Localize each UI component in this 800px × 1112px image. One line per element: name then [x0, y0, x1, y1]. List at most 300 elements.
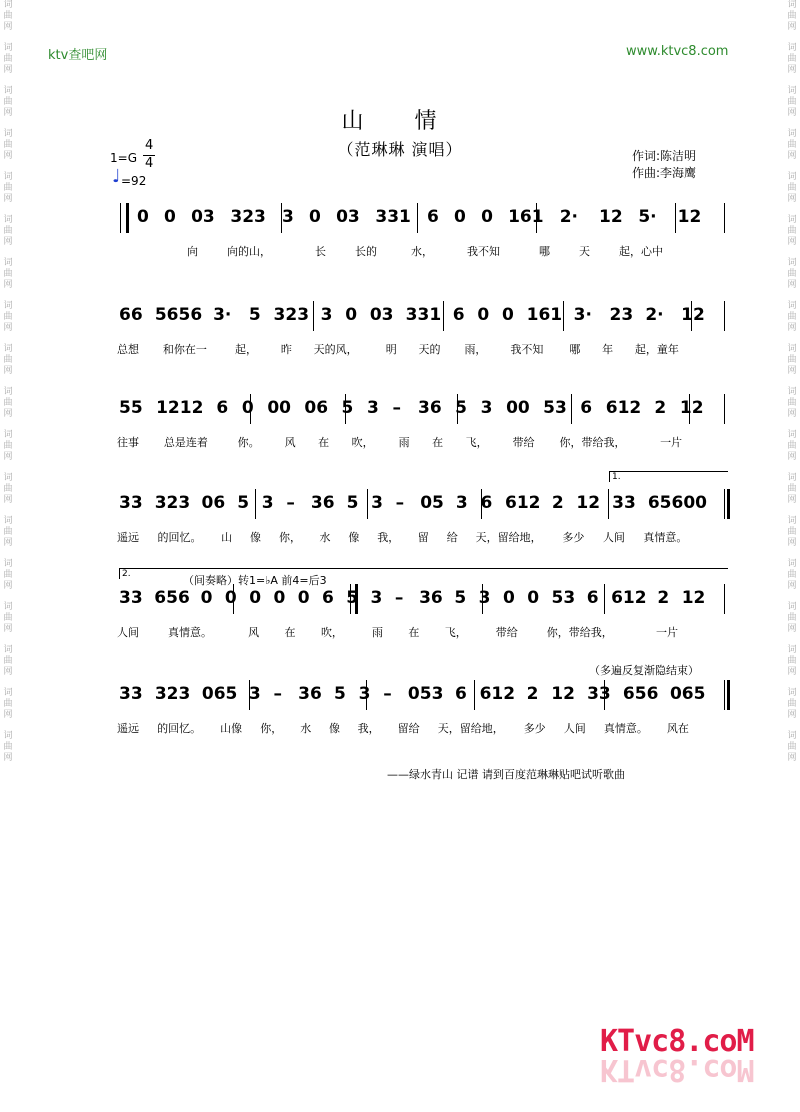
- watermark-char: 曲: [787, 398, 797, 408]
- watermark-char: 词: [3, 172, 13, 182]
- note: 06: [201, 493, 226, 513]
- volta-bracket-1: 1.: [609, 471, 728, 482]
- note: 3: [261, 493, 274, 513]
- note: 03: [336, 207, 360, 227]
- lyric: 的回忆。: [157, 531, 202, 544]
- watermark-char: 网: [787, 538, 797, 548]
- watermark-char: 网: [3, 753, 13, 763]
- watermark-char: 曲: [787, 140, 797, 150]
- note: 00: [267, 398, 291, 418]
- note: –: [392, 398, 401, 418]
- lyrics-line: [117, 341, 727, 355]
- song-singer: （范琳琳 演唱）: [337, 140, 463, 159]
- watermark-char: 曲: [3, 226, 13, 236]
- lyric: 风: [284, 436, 296, 449]
- watermark-char: 曲: [3, 656, 13, 666]
- note: 0: [137, 207, 149, 227]
- note: 12: [576, 493, 601, 513]
- note: 33: [119, 588, 143, 608]
- lyrics-line: [117, 624, 727, 638]
- watermark-char: 词: [3, 0, 13, 10]
- watermark-char: 网: [787, 409, 797, 419]
- watermark-char: 词: [3, 731, 13, 741]
- watermark-char: 网: [3, 495, 13, 505]
- note: 36: [419, 588, 443, 608]
- watermark-char: 曲: [3, 613, 13, 623]
- lyric: 你，: [260, 722, 283, 735]
- lyric: 起，: [235, 343, 257, 356]
- watermark-char: 曲: [787, 527, 797, 537]
- watermark-char: 词: [3, 43, 13, 53]
- watermark-char: 网: [3, 538, 13, 548]
- watermark-char: 曲: [3, 527, 13, 537]
- watermark-char: 网: [3, 581, 13, 591]
- lyric: 一片: [656, 626, 678, 639]
- lyric: 飞，: [465, 436, 488, 449]
- lyric: 多少: [562, 531, 585, 544]
- watermark-char: 曲: [3, 484, 13, 494]
- note: 3·: [573, 305, 592, 325]
- note: 05: [420, 493, 444, 513]
- note: 2: [551, 493, 564, 513]
- lyric: 在: [432, 436, 444, 449]
- note: 065: [669, 684, 706, 704]
- watermark-char: 曲: [787, 656, 797, 666]
- lyric: 真情意。: [603, 722, 648, 735]
- watermark-char: 网: [3, 194, 13, 204]
- watermark-char: 词: [3, 645, 13, 655]
- lyric: 我，: [377, 531, 400, 544]
- watermark-char: 词: [3, 129, 13, 139]
- note: 323: [154, 493, 191, 513]
- time-signature-top: 4: [145, 138, 154, 153]
- lyric: 长的: [355, 245, 377, 258]
- lyric: 哪: [539, 245, 550, 258]
- watermark-char: 网: [3, 710, 13, 720]
- watermark-char: 网: [787, 151, 797, 161]
- lyric: 你，: [278, 531, 301, 544]
- note: 0: [477, 305, 490, 325]
- lyric: 吹，: [320, 626, 343, 639]
- note: 5: [248, 305, 261, 325]
- notes-line: [117, 305, 727, 331]
- watermark-char: 曲: [787, 441, 797, 451]
- lyric: 多少: [523, 722, 546, 735]
- lyrics-line: [117, 243, 727, 257]
- note: 33: [119, 684, 143, 704]
- note: 5656: [154, 305, 203, 325]
- tempo: =92: [121, 174, 147, 188]
- watermark-char: 词: [787, 43, 797, 53]
- note: 12: [677, 207, 702, 227]
- lyric: 天: [579, 245, 590, 258]
- note: –: [395, 493, 405, 513]
- note: 3: [358, 684, 371, 704]
- lyric: 留: [417, 531, 429, 544]
- watermark-char: 词: [787, 430, 797, 440]
- note: 3: [371, 493, 383, 513]
- note: 33: [119, 493, 143, 513]
- lyric: 和你在一: [162, 343, 207, 356]
- right-watermark-column: [784, 0, 800, 1112]
- note: 0: [481, 207, 493, 227]
- lyric: 总是连着: [163, 436, 208, 449]
- watermark-char: 词: [3, 430, 13, 440]
- note: 12: [681, 305, 705, 325]
- watermark-char: 曲: [3, 312, 13, 322]
- watermark-char: 词: [787, 86, 797, 96]
- lyric: 雨: [371, 626, 383, 639]
- watermark-char: 曲: [3, 11, 13, 21]
- ktvc8-logo: KTvc8.coM: [600, 1024, 754, 1059]
- lyric: 留给: [397, 722, 420, 735]
- note: 6: [216, 398, 229, 418]
- watermark-char: 网: [3, 667, 13, 677]
- note: 3: [320, 305, 333, 325]
- note: 3: [455, 493, 468, 513]
- note: 0: [502, 588, 515, 608]
- watermark-char: 曲: [787, 97, 797, 107]
- score-row-4: [117, 475, 727, 565]
- note: 53: [543, 398, 567, 418]
- note: 23: [609, 305, 634, 325]
- lyric: 往事: [117, 436, 139, 449]
- note: 065: [201, 684, 238, 704]
- note: 612: [611, 588, 647, 608]
- note: 053: [407, 684, 444, 704]
- watermark-char: 曲: [787, 570, 797, 580]
- note: 0: [501, 305, 514, 325]
- watermark-char: 曲: [3, 54, 13, 64]
- lyric: 人间: [563, 722, 586, 735]
- lyric: 你，带给我，: [559, 436, 626, 449]
- lyric: 雨，: [464, 343, 487, 356]
- watermark-char: 曲: [3, 570, 13, 580]
- lyricist: 作词:陈洁明: [632, 149, 697, 163]
- lyric: 雨: [398, 436, 410, 449]
- note: 0: [273, 588, 286, 608]
- note: 0: [224, 588, 237, 608]
- watermark-char: 网: [787, 495, 797, 505]
- watermark-char: 曲: [787, 312, 797, 322]
- watermark-char: 曲: [787, 613, 797, 623]
- note: 6: [452, 305, 465, 325]
- lyric: 你。: [237, 436, 260, 449]
- note: 33: [587, 684, 611, 704]
- lyric: 人间: [602, 531, 625, 544]
- watermark-char: 曲: [3, 97, 13, 107]
- ktvc8-logo-reflection: KTvc8.coM: [600, 1052, 754, 1087]
- watermark-char: 曲: [3, 742, 13, 752]
- lyric: 天，留给地，: [437, 722, 504, 735]
- lyric: 我不知: [467, 245, 500, 258]
- note: 3: [282, 207, 294, 227]
- score-row-1: [117, 189, 727, 279]
- note: 2: [654, 398, 667, 418]
- note: 36: [418, 398, 442, 418]
- notes-line: [117, 398, 727, 424]
- watermark-char: 词: [787, 215, 797, 225]
- watermark-char: 词: [3, 301, 13, 311]
- watermark-char: 曲: [3, 398, 13, 408]
- watermark-char: 曲: [787, 355, 797, 365]
- watermark-char: 曲: [3, 269, 13, 279]
- watermark-char: 曲: [3, 441, 13, 451]
- watermark-char: 网: [787, 710, 797, 720]
- score-row-3: [117, 380, 727, 470]
- note: 3: [248, 684, 261, 704]
- watermark-char: 网: [3, 409, 13, 419]
- watermark-char: 词: [787, 602, 797, 612]
- note: 12: [599, 207, 623, 227]
- note: 323: [154, 684, 191, 704]
- note: 6: [580, 398, 593, 418]
- note: 6: [480, 493, 493, 513]
- watermark-char: 网: [787, 194, 797, 204]
- watermark-char: 网: [3, 151, 13, 161]
- note: 5: [455, 398, 467, 418]
- lyric: 年: [602, 343, 614, 356]
- watermark-char: 曲: [787, 742, 797, 752]
- watermark-char: 词: [787, 516, 797, 526]
- note: 3: [370, 588, 383, 608]
- lyric: 像: [250, 531, 262, 544]
- watermark-char: 词: [787, 0, 797, 10]
- note: –: [394, 588, 404, 608]
- watermark-char: 网: [787, 667, 797, 677]
- lyric: 我，: [357, 722, 380, 735]
- lyric: 向的山，: [227, 245, 271, 258]
- note: 161: [526, 305, 563, 325]
- note: 36: [310, 493, 335, 513]
- lyric: 山像: [220, 722, 243, 735]
- lyric: 风: [248, 626, 260, 639]
- watermark-char: 网: [3, 108, 13, 118]
- note: 331: [375, 207, 411, 227]
- site-url-right: www.ktvc8.com: [626, 44, 729, 59]
- lyric: 在: [318, 436, 330, 449]
- time-signature-bottom: 4: [145, 156, 154, 171]
- watermark-char: 网: [3, 323, 13, 333]
- watermark-char: 词: [787, 344, 797, 354]
- lyric: 总想: [117, 343, 139, 356]
- watermark-char: 词: [3, 559, 13, 569]
- watermark-char: 网: [787, 452, 797, 462]
- notes-line: [117, 207, 727, 233]
- lyric: 真情意。: [167, 626, 212, 639]
- watermark-char: 词: [3, 258, 13, 268]
- watermark-char: 词: [787, 731, 797, 741]
- watermark-char: 词: [787, 172, 797, 182]
- watermark-char: 词: [3, 215, 13, 225]
- note: 0: [297, 588, 310, 608]
- watermark-char: 网: [3, 280, 13, 290]
- watermark-char: 网: [787, 581, 797, 591]
- note: 2: [526, 684, 539, 704]
- lyric: 飞，: [444, 626, 467, 639]
- watermark-char: 词: [787, 387, 797, 397]
- watermark-char: 网: [3, 366, 13, 376]
- lyric: 带给: [495, 626, 518, 639]
- note: 612: [479, 684, 516, 704]
- watermark-char: 曲: [787, 226, 797, 236]
- note: 65600: [647, 493, 707, 513]
- watermark-char: 网: [787, 22, 797, 32]
- lyric: 起，心中: [619, 245, 663, 258]
- note: 323: [230, 207, 266, 227]
- note: 3·: [213, 305, 232, 325]
- song-title: 山 情: [341, 109, 459, 134]
- transcriber-credit: ——绿水青山 记谱 请到百度范琳琳贴吧试听歌曲: [387, 768, 625, 781]
- score-row-2: [117, 287, 727, 377]
- notes-line: [117, 684, 727, 710]
- note: 3: [367, 398, 379, 418]
- note: 5·: [638, 207, 657, 227]
- watermark-char: 网: [787, 280, 797, 290]
- lyric: 水: [319, 531, 331, 544]
- watermark-char: 网: [787, 323, 797, 333]
- left-watermark-column: [0, 0, 16, 1112]
- note: 0: [249, 588, 262, 608]
- watermark-char: 词: [3, 516, 13, 526]
- watermark-char: 网: [787, 108, 797, 118]
- lyric: 山: [221, 531, 233, 544]
- note: 53: [551, 588, 576, 608]
- lyric: 你，带给我，: [546, 626, 613, 639]
- watermark-char: 网: [3, 65, 13, 75]
- note: 2·: [559, 207, 578, 227]
- watermark-char: 曲: [3, 355, 13, 365]
- lyric: 给: [446, 531, 458, 544]
- composer: 作曲:李海鹰: [632, 166, 697, 180]
- watermark-char: 网: [3, 237, 13, 247]
- bar-line: [727, 680, 730, 710]
- note: 0: [309, 207, 321, 227]
- note: 323: [273, 305, 310, 325]
- watermark-char: 词: [3, 387, 13, 397]
- watermark-char: 网: [787, 237, 797, 247]
- note: 3: [478, 588, 491, 608]
- note: 03: [191, 207, 215, 227]
- note: 5: [346, 493, 359, 513]
- note: 00: [506, 398, 530, 418]
- lyric: 吹，: [351, 436, 374, 449]
- watermark-char: 网: [3, 624, 13, 634]
- lyric: 真情意。: [643, 531, 688, 544]
- watermark-char: 曲: [3, 699, 13, 709]
- lyric: 风在: [666, 722, 689, 735]
- lyric: 起，童年: [634, 343, 679, 356]
- fade-out-note: （多遍反复渐隐结束）: [589, 664, 699, 677]
- note: 612: [605, 398, 642, 418]
- watermark-char: 词: [3, 344, 13, 354]
- lyric: 天的: [418, 343, 441, 356]
- watermark-char: 网: [787, 624, 797, 634]
- lyric: 人间: [117, 626, 139, 639]
- lyric: 在: [284, 626, 296, 639]
- watermark-char: 网: [787, 366, 797, 376]
- lyric: 天的风，: [313, 343, 358, 356]
- note: 03: [369, 305, 394, 325]
- note: 66: [119, 305, 143, 325]
- lyrics-line: [117, 529, 727, 543]
- note: 5: [334, 684, 346, 704]
- watermark-char: 词: [787, 258, 797, 268]
- watermark-char: 词: [787, 129, 797, 139]
- lyrics-line: [117, 434, 727, 448]
- notes-line: [117, 493, 727, 519]
- note: 0: [454, 207, 466, 227]
- watermark-char: 词: [787, 645, 797, 655]
- note: 2·: [645, 305, 664, 325]
- lyric: 像: [328, 722, 340, 735]
- watermark-char: 词: [3, 602, 13, 612]
- note: 5: [237, 493, 250, 513]
- key-signature: 1=G: [110, 151, 137, 165]
- quarter-note-icon: ♩: [112, 166, 121, 187]
- volta-bracket-2: 2.: [119, 568, 728, 579]
- lyric: 明: [385, 343, 397, 356]
- note: –: [286, 493, 295, 513]
- note: 6: [322, 588, 334, 608]
- note: –: [383, 684, 392, 704]
- lyric: 水，: [411, 245, 433, 258]
- note: 6: [454, 684, 467, 704]
- bar-line: [727, 489, 730, 519]
- note: 3: [480, 398, 493, 418]
- note: –: [273, 684, 283, 704]
- score-row-6: [117, 666, 727, 756]
- lyric: 我不知: [510, 343, 544, 356]
- note: 12: [681, 588, 706, 608]
- lyric: 长: [315, 245, 326, 258]
- lyric: 向: [187, 245, 198, 258]
- notes-line: [117, 588, 727, 614]
- watermark-char: 网: [787, 753, 797, 763]
- note: 6: [586, 588, 599, 608]
- watermark-char: 网: [787, 65, 797, 75]
- lyric: 昨: [280, 343, 292, 356]
- watermark-char: 词: [3, 688, 13, 698]
- note: 33: [612, 493, 636, 513]
- note: 331: [405, 305, 442, 325]
- watermark-char: 词: [787, 688, 797, 698]
- note: 12: [551, 684, 575, 704]
- lyric: 哪: [569, 343, 581, 356]
- note: 5: [454, 588, 467, 608]
- watermark-char: 曲: [787, 269, 797, 279]
- note: 5: [346, 588, 359, 608]
- lyric: 在: [408, 626, 420, 639]
- watermark-char: 曲: [787, 484, 797, 494]
- site-name-left: ktv查吧网: [48, 48, 108, 63]
- note: 0: [527, 588, 540, 608]
- note: 161: [508, 207, 544, 227]
- watermark-char: 曲: [787, 699, 797, 709]
- watermark-char: 曲: [3, 140, 13, 150]
- lyrics-line: [117, 720, 727, 734]
- watermark-char: 曲: [787, 54, 797, 64]
- lyric: 带给: [512, 436, 535, 449]
- note: 6: [427, 207, 439, 227]
- watermark-char: 网: [3, 22, 13, 32]
- note: 0: [345, 305, 358, 325]
- lyric: 水: [300, 722, 312, 735]
- lyric: 的回忆。: [157, 722, 202, 735]
- watermark-char: 网: [3, 452, 13, 462]
- note: 656: [622, 684, 659, 704]
- lyric: 天，留给地，: [475, 531, 542, 544]
